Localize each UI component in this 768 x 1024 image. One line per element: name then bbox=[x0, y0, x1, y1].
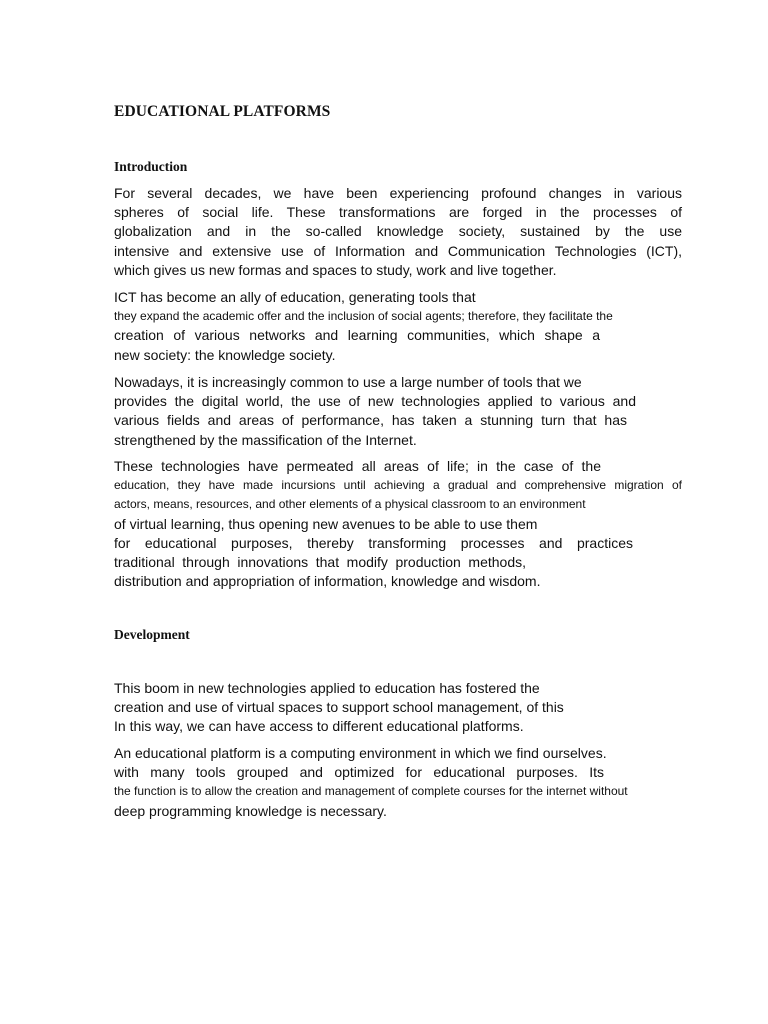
text-line: actors, means, resources, and other elements of a physical classroom to an environment bbox=[114, 497, 586, 512]
document-title: EDUCATIONAL PLATFORMS bbox=[114, 103, 331, 120]
text-line: creation and use of virtual spaces to support school management, of this bbox=[114, 699, 564, 716]
text-line: Nowadays, it is increasingly common to use a large number of tools that we bbox=[114, 374, 582, 390]
text-line: of virtual learning, thus opening new avenues to be able to use them bbox=[114, 515, 538, 532]
text-line: for educational purposes, thereby transforming processes and practices bbox=[114, 534, 633, 551]
text-line: These technologies have permeated all areas of life; in the case of the bbox=[114, 458, 601, 474]
text-line: ICT has become an ally of education, generating tools that bbox=[114, 289, 476, 305]
text-line: For several decades, we have been experiencing profound changes in various bbox=[114, 185, 682, 201]
text-line: intensive and extensive use of Information and Communication Technologies (ICT), bbox=[114, 242, 682, 259]
text-line: provides the digital world, the use of new technologies applied to various and bbox=[114, 393, 636, 410]
text-line: with many tools grouped and optimized for educational purposes. Its bbox=[114, 764, 604, 781]
text-line: An educational platform is a computing environment in which we find ourselves. bbox=[114, 745, 607, 761]
text-line: they expand the academic offer and the inclusion of social agents; therefore, they facilitate the bbox=[114, 309, 613, 324]
text-line: which gives us new formas and spaces to study, work and live together. bbox=[114, 261, 557, 278]
development-paragraph-1 bbox=[114, 679, 682, 737]
text-line: globalization and in the so-called knowledge society, sustained by the use bbox=[114, 223, 682, 240]
development-paragraph-2 bbox=[114, 744, 682, 821]
intro-paragraph-2 bbox=[114, 288, 682, 365]
text-line: distribution and appropriation of information, knowledge and wisdom. bbox=[114, 573, 541, 590]
text-line: traditional through innovations that modify production methods, bbox=[114, 554, 526, 571]
text-line: creation of various networks and learning communities, which shape a bbox=[114, 327, 600, 344]
text-line: This boom in new technologies applied to education has fostered the bbox=[114, 680, 540, 696]
intro-paragraph-4 bbox=[114, 457, 682, 591]
intro-paragraph-1 bbox=[114, 184, 682, 280]
section-heading-introduction: Introduction bbox=[114, 159, 188, 174]
text-line: In this way, we can have access to different educational platforms. bbox=[114, 718, 524, 735]
text-line: spheres of social life. These transformations are forged in the processes of bbox=[114, 204, 682, 221]
intro-paragraph-3 bbox=[114, 373, 682, 450]
text-line: various fields and areas of performance, has taken a stunning turn that has bbox=[114, 412, 627, 429]
section-heading-development: Development bbox=[114, 627, 190, 642]
text-line: strengthened by the massification of the Internet. bbox=[114, 431, 417, 448]
text-line: deep programming knowledge is necessary. bbox=[114, 802, 387, 819]
text-line: the function is to allow the creation and management of complete courses for the internet without bbox=[114, 784, 628, 799]
text-line: new society: the knowledge society. bbox=[114, 346, 336, 363]
text-line: education, they have made incursions until achieving a gradual and comprehensive migration of bbox=[114, 478, 682, 493]
